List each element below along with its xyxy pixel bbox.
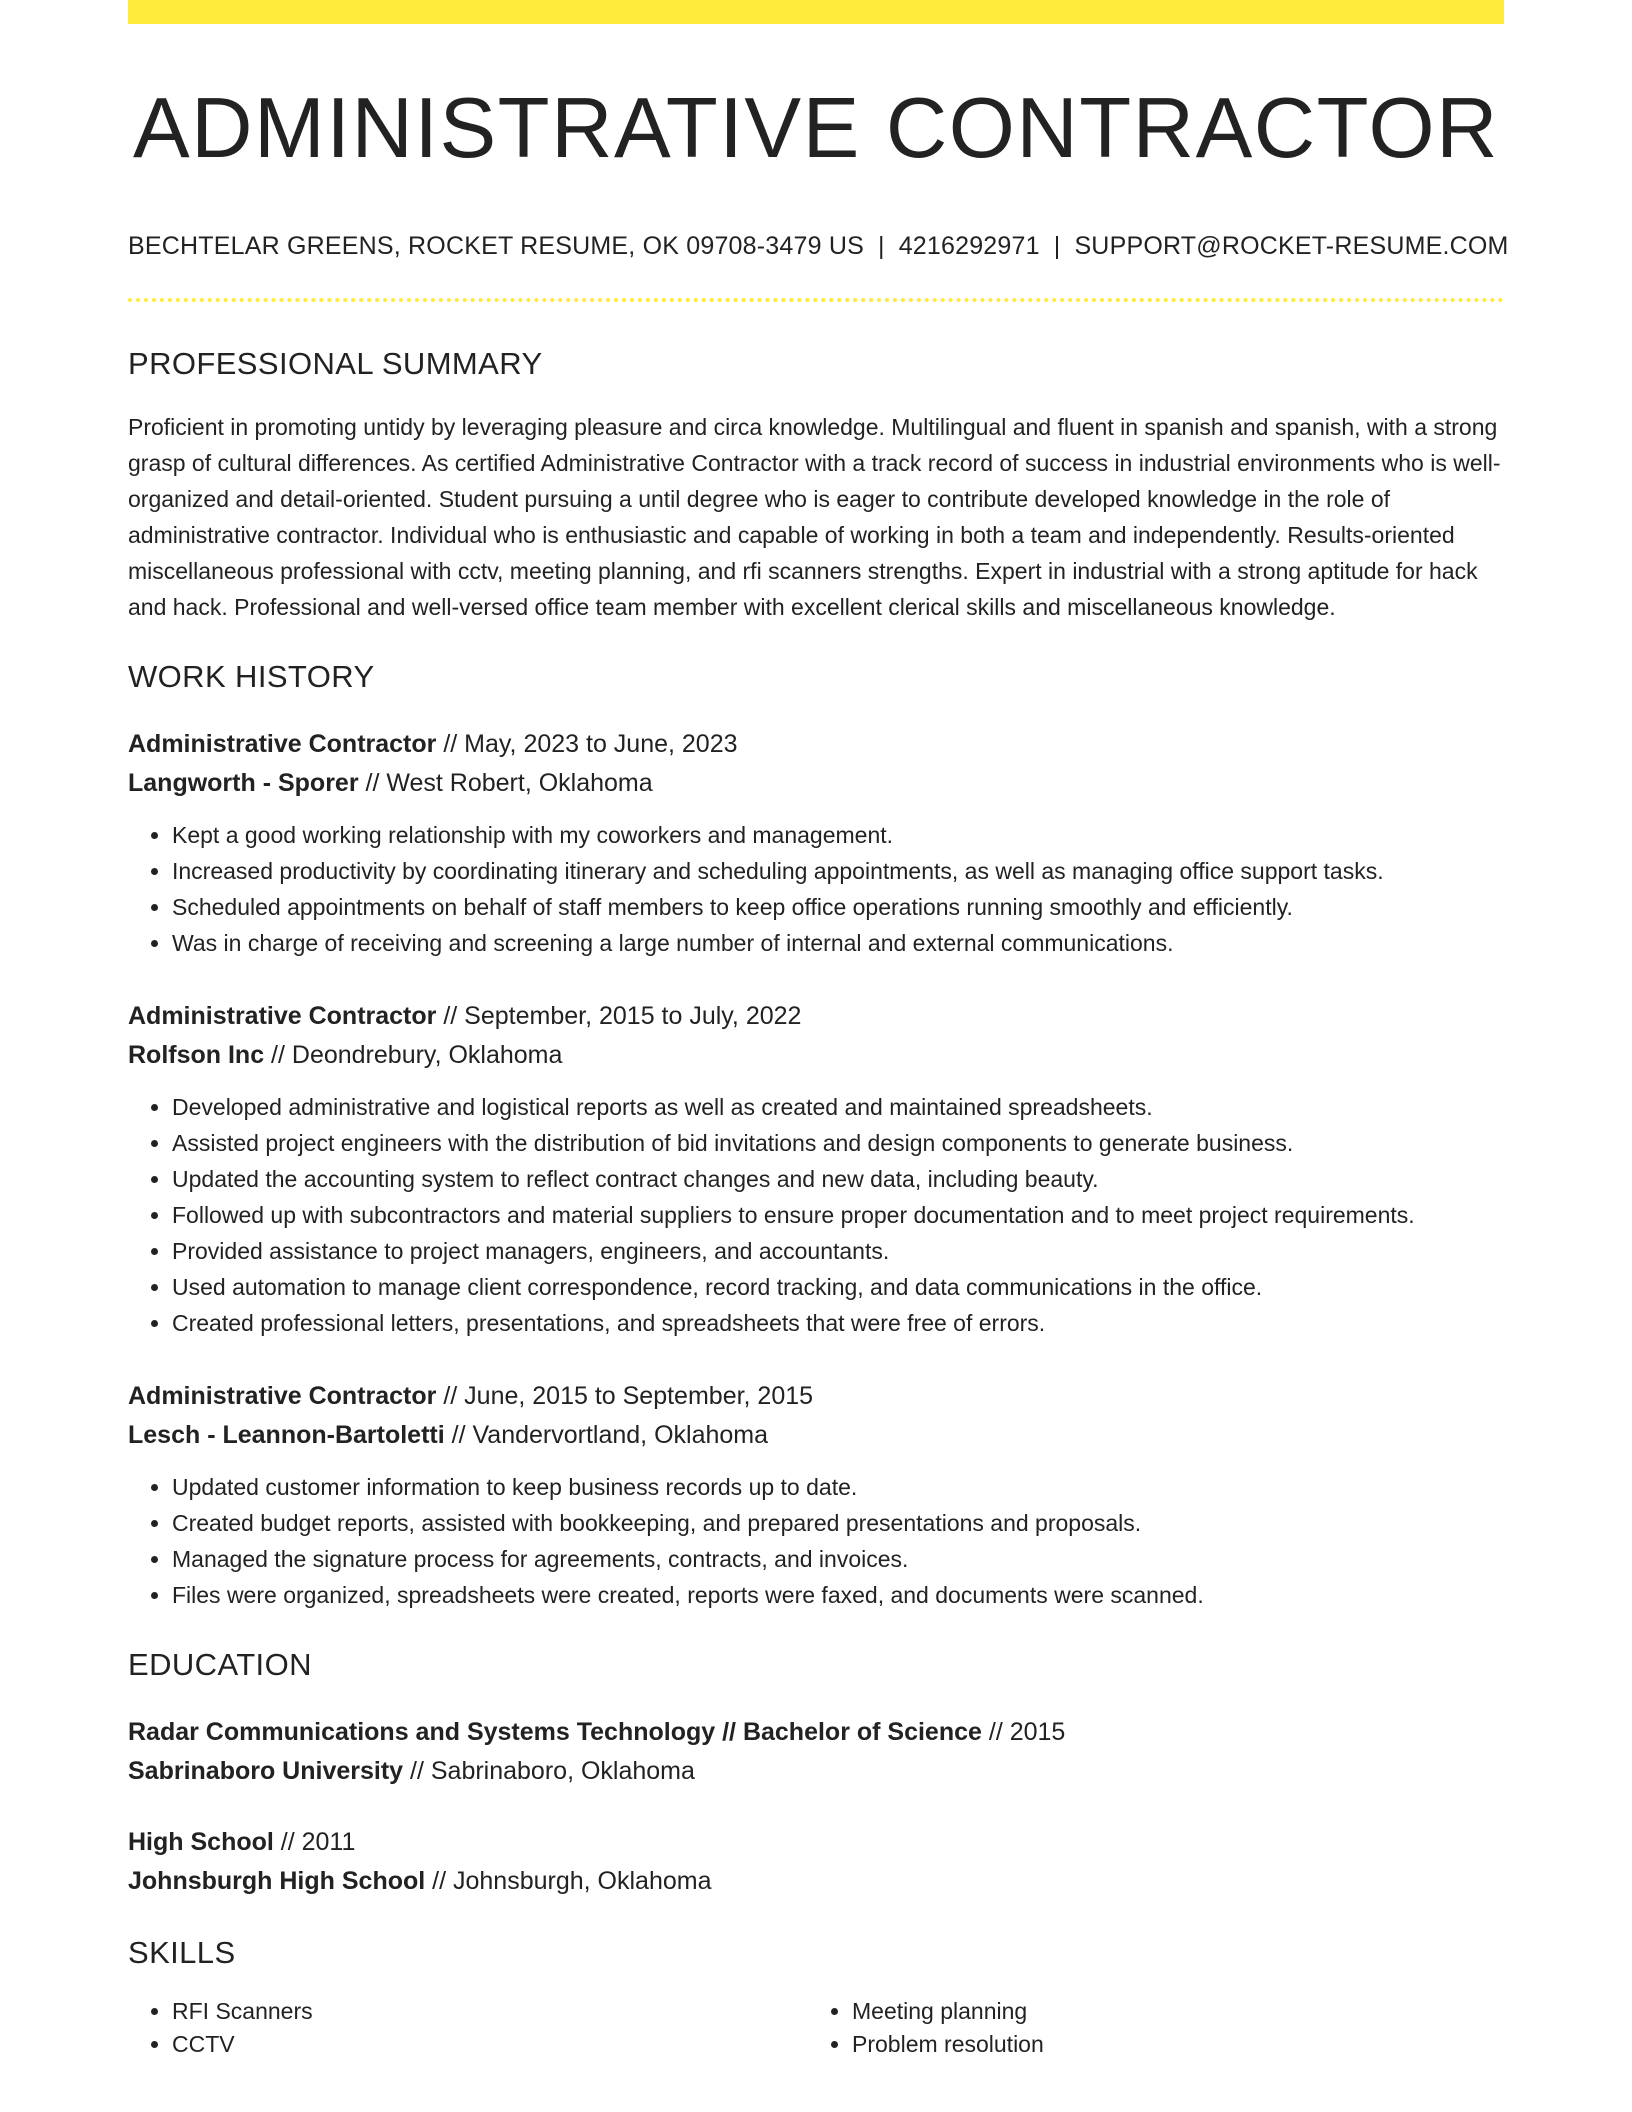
summary-heading: PROFESSIONAL SUMMARY	[128, 345, 543, 381]
education-degree: High School	[128, 1827, 274, 1856]
job-bullet: • Updated the accounting system to reflect contract changes and new data, including beauty.	[172, 1161, 1504, 1197]
contact-separator: |	[1053, 231, 1061, 260]
job-entry	[128, 725, 1504, 961]
summary-text: Proficient in promoting untidy by leveraging pleasure and circa knowledge. Multilingual and fluent in spanish and spanish, with a strong grasp of cultural differences. As certified Administrative Contractor with a track record of success in industrial environments who is well-organized and detail-oriented. Student pursuing a until degree who is eager to contribute developed knowledge in the role of administrative contractor. Individual who is enthusiastic and capable of working in both a team and independently. Results-oriented miscellaneous professional with cctv, meeting planning, and rfi scanners strengths. Expert in industrial with a strong aptitude for hack and hack. Professional and well-versed office team member with excellent clerical skills and miscellaneous knowledge.	[128, 413, 1501, 620]
work-history-heading: WORK HISTORY	[128, 658, 375, 694]
job-role-line	[128, 997, 1504, 1036]
contact-address: BECHTELAR GREENS, ROCKET RESUME, OK 09708-3479 US	[128, 231, 864, 260]
contact-line	[128, 231, 1509, 261]
job-entry	[128, 1377, 1504, 1613]
contact-email: SUPPORT@ROCKET-RESUME.COM	[1074, 231, 1509, 260]
job-company-line	[128, 764, 1504, 803]
header-divider	[128, 298, 1504, 302]
job-role: Administrative Contractor	[128, 1381, 437, 1410]
skills-heading: SKILLS	[128, 1934, 236, 1970]
job-company-line	[128, 1416, 1504, 1455]
education-year: // 2011	[273, 1827, 356, 1856]
job-bullet: • Updated customer information to keep business records up to date.	[172, 1469, 1504, 1505]
job-company: Langworth - Sporer	[128, 768, 359, 797]
job-bullet: • Followed up with subcontractors and material suppliers to ensure proper documentation and to meet project requirements.	[172, 1197, 1504, 1233]
education-school-line	[128, 1862, 1504, 1901]
job-company-line	[128, 1036, 1504, 1075]
job-bullet: • Provided assistance to project managers, engineers, and accountants.	[172, 1233, 1504, 1269]
education-degree-line	[128, 1823, 1504, 1862]
contact-separator: |	[877, 231, 885, 260]
education-location: // Johnsburgh, Oklahoma	[425, 1866, 712, 1895]
job-bullet: • Created budget reports, assisted with bookkeeping, and prepared presentations and proposals.	[172, 1505, 1504, 1541]
job-bullet: • Kept a good working relationship with my coworkers and management.	[172, 817, 1504, 853]
education-entry	[128, 1713, 1504, 1791]
education-degree: Radar Communications and Systems Technology // Bachelor of Science	[128, 1717, 982, 1746]
education-school-line	[128, 1752, 1504, 1791]
job-role-line	[128, 1377, 1504, 1416]
skills-column-right	[808, 1995, 1488, 2061]
job-bullet: • Was in charge of receiving and screening a large number of internal and external communications.	[172, 925, 1504, 961]
contact-phone: 4216292971	[898, 231, 1040, 260]
job-role-line	[128, 725, 1504, 764]
education-school: Sabrinaboro University	[128, 1756, 404, 1785]
job-bullet: • Increased productivity by coordinating itinerary and scheduling appointments, as well as managing office support tasks.	[172, 853, 1504, 889]
skills-column-left	[128, 1995, 808, 2061]
job-dates: // June, 2015 to September, 2015	[436, 1381, 814, 1410]
job-bullet: • Managed the signature process for agreements, contracts, and invoices.	[172, 1541, 1504, 1577]
job-company: Lesch - Leannon-Bartoletti	[128, 1420, 445, 1449]
job-bullet: • Created professional letters, presentations, and spreadsheets that were free of errors.	[172, 1305, 1504, 1341]
job-bullets	[128, 1089, 1504, 1341]
skill-item: • Problem resolution	[852, 2028, 1488, 2061]
skill-item: • CCTV	[172, 2028, 808, 2061]
job-bullet: • Scheduled appointments on behalf of staff members to keep office operations running smoothly and efficiently.	[172, 889, 1504, 925]
job-bullet: • Used automation to manage client correspondence, record tracking, and data communications in the office.	[172, 1269, 1504, 1305]
job-company: Rolfson Inc	[128, 1040, 265, 1069]
resume-page	[128, 0, 1509, 2061]
job-role: Administrative Contractor	[128, 1001, 437, 1030]
job-bullet: • Developed administrative and logistical reports as well as created and maintained spreadsheets.	[172, 1089, 1504, 1125]
skill-item: • Meeting planning	[852, 1995, 1488, 2028]
job-dates: // May, 2023 to June, 2023	[436, 729, 738, 758]
job-location: // Deondrebury, Oklahoma	[264, 1040, 563, 1069]
job-bullets	[128, 817, 1504, 961]
job-bullet: • Assisted project engineers with the distribution of bid invitations and design components to generate business.	[172, 1125, 1504, 1161]
education-heading: EDUCATION	[128, 1646, 312, 1682]
job-location: // Vandervortland, Oklahoma	[444, 1420, 769, 1449]
skill-item: • RFI Scanners	[172, 1995, 808, 2028]
job-bullet: • Files were organized, spreadsheets were created, reports were faxed, and documents were scanned.	[172, 1577, 1504, 1613]
education-year: // 2015	[981, 1717, 1066, 1746]
education-entry	[128, 1823, 1504, 1901]
skills-list	[128, 1995, 1504, 2061]
job-bullets	[128, 1469, 1504, 1613]
job-entry	[128, 997, 1504, 1341]
top-accent-bar	[128, 0, 1504, 24]
job-role: Administrative Contractor	[128, 729, 437, 758]
education-degree-line	[128, 1713, 1504, 1752]
education-location: // Sabrinaboro, Oklahoma	[403, 1756, 695, 1785]
job-location: // West Robert, Oklahoma	[358, 768, 653, 797]
resume-title: ADMINISTRATIVE CONTRACTOR	[132, 81, 1500, 176]
education-school: Johnsburgh High School	[128, 1866, 426, 1895]
job-dates: // September, 2015 to July, 2022	[436, 1001, 802, 1030]
